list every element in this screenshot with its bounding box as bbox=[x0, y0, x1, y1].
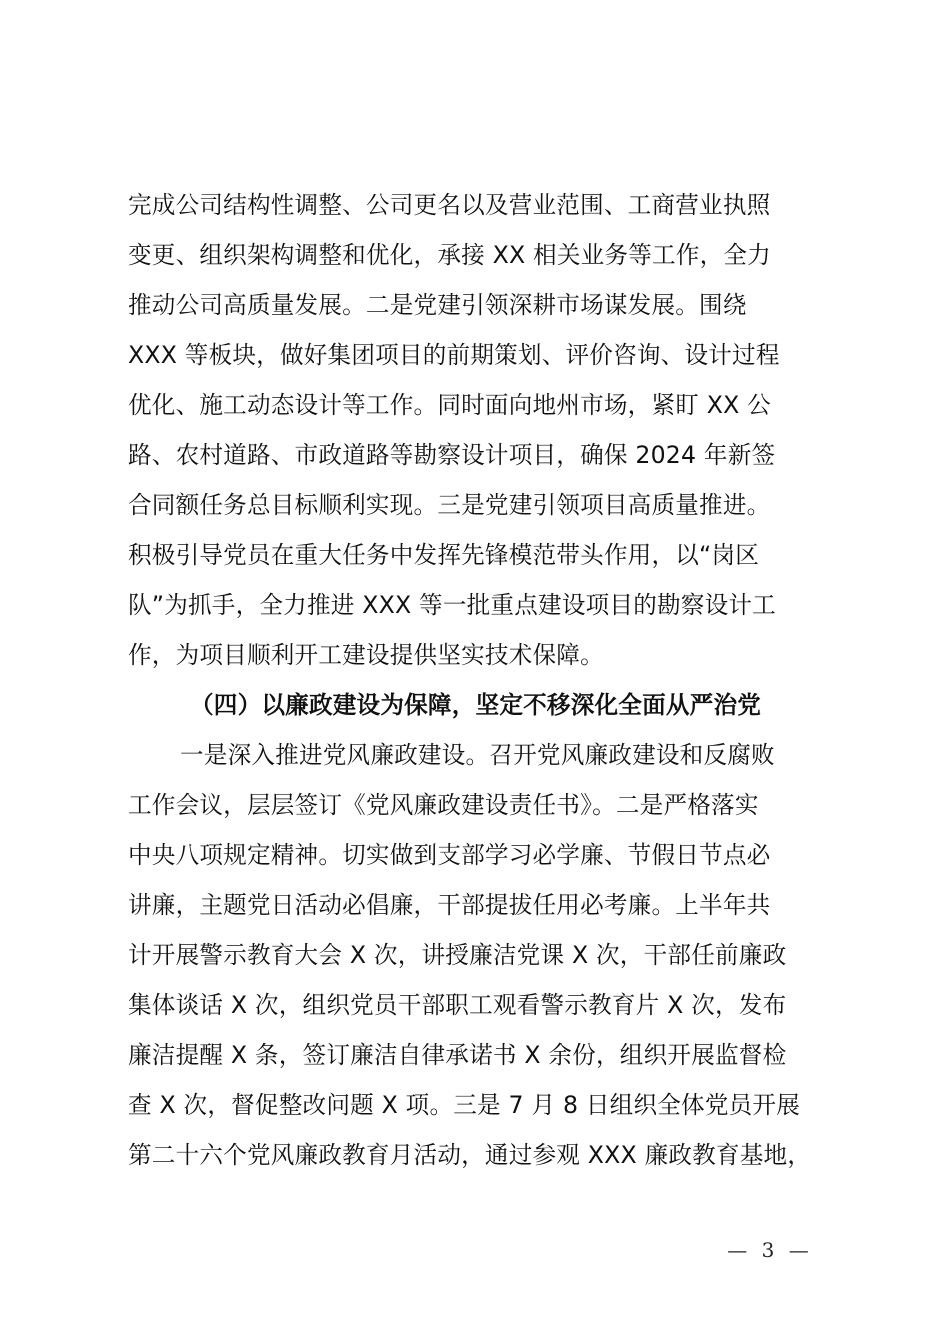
body-line-10: 作，为项目顺利开工建设提供坚实技术保障。 bbox=[128, 641, 604, 669]
body-line-6: 路、农村道路、市政道路等勘察设计项目，确保 2024 年新签 bbox=[128, 441, 776, 469]
section-line-7: 廉洁提醒 X 条，签订廉洁自律承诺书 X 余份，组织开展监督检 bbox=[128, 1041, 787, 1069]
section-heading: （四）以廉政建设为保障，坚定不移深化全面从严治党 bbox=[190, 691, 762, 719]
body-line-7: 合同额任务总目标顺利实现。三是党建引领项目高质量推进。 bbox=[128, 491, 771, 519]
body-line-2: 变更、组织架构调整和优化，承接 XX 相关业务等工作，全力 bbox=[128, 241, 771, 269]
section-line-8: 查 X 次，督促整改问题 X 项。三是 7 月 8 日组织全体党员开展 bbox=[128, 1091, 801, 1119]
section-line-9: 第二十六个党风廉政教育月活动，通过参观 XXX 廉政教育基地， bbox=[128, 1141, 812, 1169]
body-line-1: 完成公司结构性调整、公司更名以及营业范围、工商营业执照 bbox=[128, 191, 771, 219]
body-line-4: XXX 等板块，做好集团项目的前期策划、评价咨询、设计过程 bbox=[128, 341, 780, 369]
body-line-8: 积极引导党员在重大任务中发挥先锋模范带头作用，以“岗区 bbox=[128, 541, 760, 569]
section-line-6: 集体谈话 X 次，组织党员干部职工观看警示教育片 X 次，发布 bbox=[128, 991, 787, 1019]
body-line-5: 优化、施工动态设计等工作。同时面向地州市场，紧盯 XX 公 bbox=[128, 391, 771, 419]
section-line-3: 中央八项规定精神。切实做到支部学习必学廉、节假日节点必 bbox=[128, 841, 771, 869]
section-line-5: 计开展警示教育大会 X 次，讲授廉洁党课 X 次，干部任前廉政 bbox=[128, 941, 787, 969]
page-number: — 3 — bbox=[727, 1238, 813, 1262]
body-line-9: 队”为抓手，全力推进 XXX 等一批重点建设项目的勘察设计工 bbox=[128, 591, 776, 619]
section-line-2: 工作会议，层层签订《党风廉政建设责任书》。二是严格落实 bbox=[128, 791, 759, 819]
section-line-4: 讲廉，主题党日活动必倡廉，干部提拔任用必考廉。上半年共 bbox=[128, 891, 771, 919]
body-line-3: 推动公司高质量发展。二是党建引领深耕市场谋发展。围绕 bbox=[128, 291, 747, 319]
section-line-1: 一是深入推进党风廉政建设。召开党风廉政建设和反腐败 bbox=[180, 741, 775, 769]
